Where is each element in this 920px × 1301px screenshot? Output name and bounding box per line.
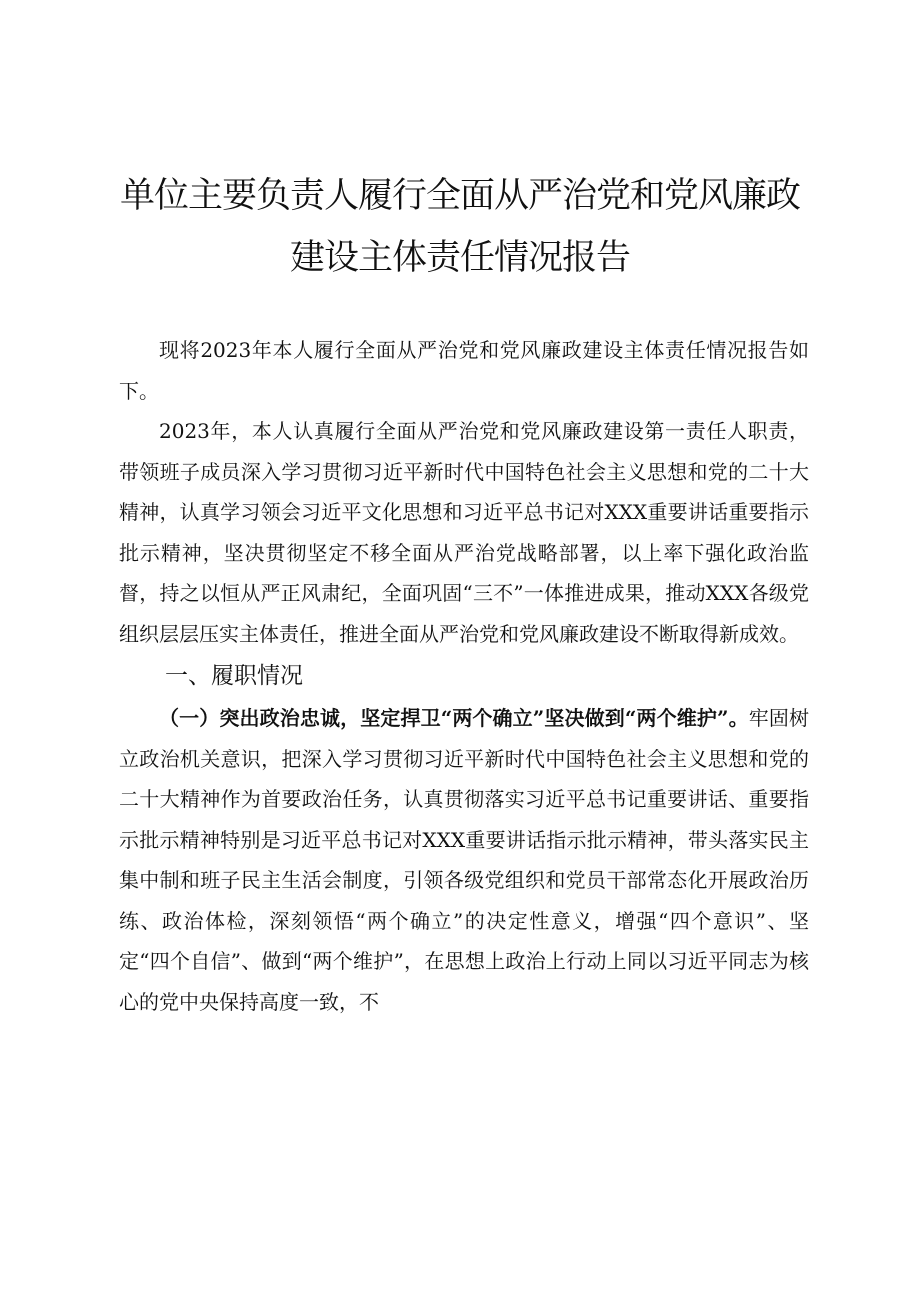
document-title-line-1: 单位主要负责人履行全面从严治党和党风廉政 [119,176,800,216]
intro-paragraph: 现将2023年本人履行全面从严治党和党风廉政建设主体责任情况报告如下。 [119,338,809,403]
subsection-lead: （一）突出政治忠诚，坚定捍卫“两个确立”坚决做到“两个维护”。 [159,706,749,730]
document-body [119,330,809,1022]
subsection-paragraph [119,698,809,1022]
subsection-text: 牢固树立政治机关意识，把深入学习贯彻习近平新时代中国特色社会主义思想和党的二十大精神作为首要政治任务，认真贯彻落实习近平总书记重要讲话、重要指示批示精神特别是习近平总书记对XXX重要讲话指示批示精神，带头落实民主集中制和班子民主生活会制度，引领各级党组织和党员干部常态化开展政治历练、政治体检，深刻领悟“两个确立”的决定性意义，增强“四个意识”、坚定“四个自信”、做到“两个维护”，在思想上政治上行动上同以习近平同志为核心的党中央保持高度一致，不 [119,706,810,1014]
section-heading: 一、履职情况 [165,663,303,689]
document-title-line-2: 建设主体责任情况报告 [289,238,630,278]
summary-paragraph: 2023年，本人认真履行全面从严治党和党风廉政建设第一责任人职责，带领班子成员深入学习贯彻习近平新时代中国特色社会主义思想和党的二十大精神，认真学习领会习近平文化思想和习近平总书记对XXX重要讲话重要指示批示精神，坚决贯彻坚定不移全面从严治党战略部署，以上率下强化政治监督，持之以恒从严正风肃纪，全面巩固“三不”一体推进成果，推动XXX各级党组织层层压实主体责任，推进全面从严治党和党风廉政建设不断取得新成效。 [119,419,809,646]
